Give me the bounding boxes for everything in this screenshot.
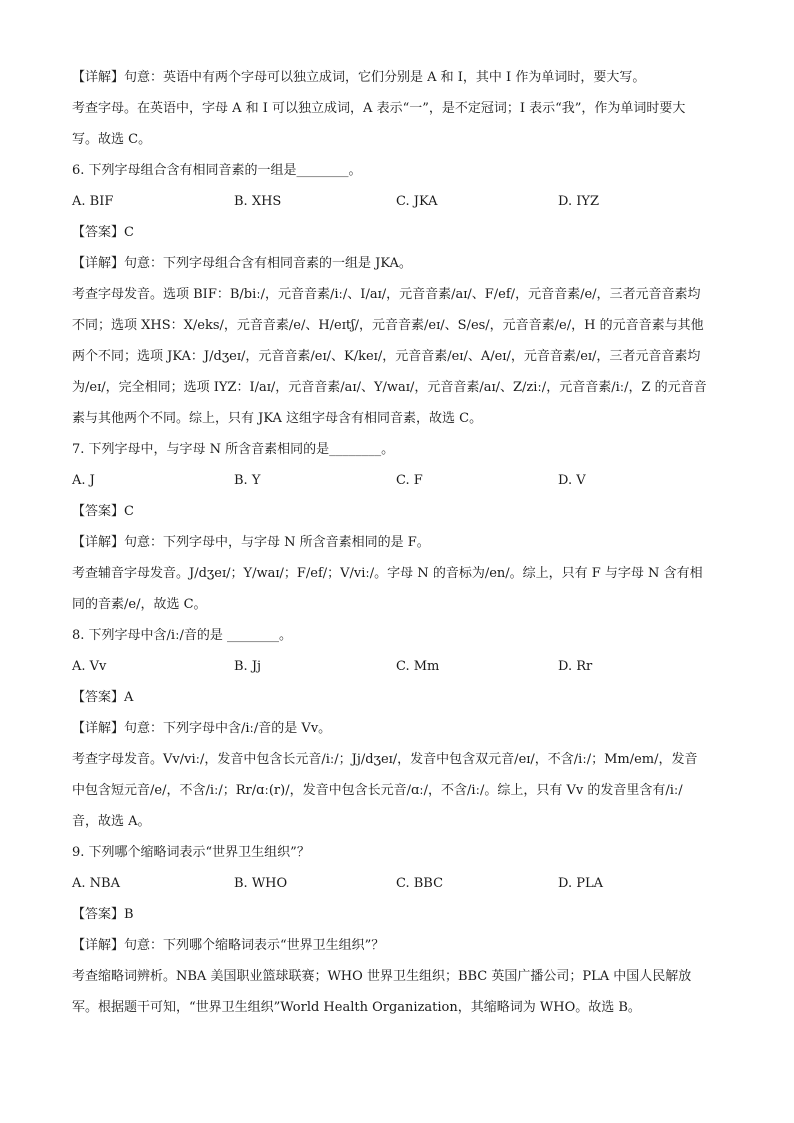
answer-line: 【答案】C [72,504,134,519]
analysis-line: 不同；选项 XHS：X/eks/，元音音素/e/、H/eɪtʃ/，元音音素/eɪ/、S/es/，元音音素/e/，H 的元音音素与其他 [72,318,704,333]
explanation-line: 【详解】句意：下列字母组合含有相同音素的一组是 JKA。 [72,256,412,271]
analysis-line: 同的音素/e/，故选 C。 [72,597,207,612]
option-d: D. PLA [558,876,603,891]
question-8-stem: 8. 下列字母中含/iː/音的是 ________。 [72,628,292,643]
answer-line: 【答案】C [72,225,134,240]
analysis-line: 中包含短元音/e/，不含/iː/；Rr/ɑː(r)/，发音中包含长元音/ɑː/，不含/iː/。综上，只有 Vv 的发音里含有/iː/ [72,783,683,798]
question-7-stem: 7. 下列字母中，与字母 N 所含音素相同的是________。 [72,442,395,457]
option-c: C. Mm [396,659,440,674]
option-a: A. Vv [72,659,107,674]
analysis-line: 考查缩略词辨析。NBA 美国职业篮球联赛；WHO 世界卫生组织；BBC 英国广播公司；PLA 中国人民解放 [72,969,692,984]
question-6-stem: 6. 下列字母组合含有相同音素的一组是________。 [72,163,362,178]
option-d: D. V [558,473,586,488]
analysis-line: 考查辅音字母发音。J/dʒeɪ/；Y/waɪ/；F/ef/；V/viː/。字母 N 的音标为/en/。综上，只有 F 与字母 N 含有相 [72,566,703,581]
explanation-line: 【详解】句意：英语中有两个字母可以独立成词，它们分别是 A 和 I，其中 I 作为单词时，要大写。 [72,70,646,85]
answer-line: 【答案】A [72,690,134,705]
analysis-line: 写。故选 C。 [72,132,152,147]
option-a: A. NBA [72,876,120,891]
analysis-line: 为/eɪ/，完全相同；选项 IYZ：I/aɪ/，元音音素/aɪ/、Y/waɪ/，元音音素/aɪ/、Z/ziː/，元音音素/iː/，Z 的元音音 [72,380,707,395]
question-7-options [72,465,722,496]
option-c: C. BBC [396,876,444,891]
explanation-line: 【详解】句意：下列字母中，与字母 N 所含音素相同的是 F。 [72,535,430,550]
option-c: C. JKA [396,194,438,209]
analysis-line: 军。根据题干可知，“世界卫生组织”World Health Organization，其缩略词为 WHO。故选 B。 [72,1000,641,1015]
option-b: B. WHO [234,876,288,891]
analysis-line: 考查字母。在英语中，字母 A 和 I 可以独立成词，A 表示“一”，是不定冠词；I 表示“我”，作为单词时要大 [72,101,686,116]
option-b: B. Y [234,473,261,488]
analysis-line: 两个不同；选项 JKA：J/dʒeɪ/，元音音素/eɪ/、K/keɪ/，元音音素/eɪ/、A/eɪ/，元音音素/eɪ/，三者元音音素均 [72,349,701,364]
answer-line: 【答案】B [72,907,134,922]
option-b: B. XHS [234,194,282,209]
option-d: D. IYZ [558,194,599,209]
analysis-line: 考查字母发音。选项 BIF：B/biː/，元音音素/iː/、I/aɪ/，元音音素/aɪ/、F/ef/，元音音素/e/，三者元音音素均 [72,287,701,302]
option-d: D. Rr [558,659,593,674]
option-a: A. BIF [72,194,114,209]
option-c: C. F [396,473,423,488]
option-a: A. J [72,473,95,488]
question-8-options [72,651,722,682]
option-b: B. Jj [234,659,262,674]
analysis-line: 素与其他两个不同。综上，只有 JKA 这组字母含有相同音素，故选 C。 [72,411,483,426]
analysis-line: 音，故选 A。 [72,814,151,829]
question-9-stem: 9. 下列哪个缩略词表示“世界卫生组织”？ [72,845,310,860]
document-page [72,62,722,1023]
explanation-line: 【详解】句意：下列哪个缩略词表示“世界卫生组织”？ [72,938,385,953]
analysis-line: 考查字母发音。Vv/viː/，发音中包含长元音/iː/；Jj/dʒeɪ/，发音中包含双元音/eɪ/，不含/iː/；Mm/em/，发音 [72,752,698,767]
question-9-options [72,868,722,899]
explanation-line: 【详解】句意：下列字母中含/iː/音的是 Vv。 [72,721,332,736]
question-6-options [72,186,722,217]
